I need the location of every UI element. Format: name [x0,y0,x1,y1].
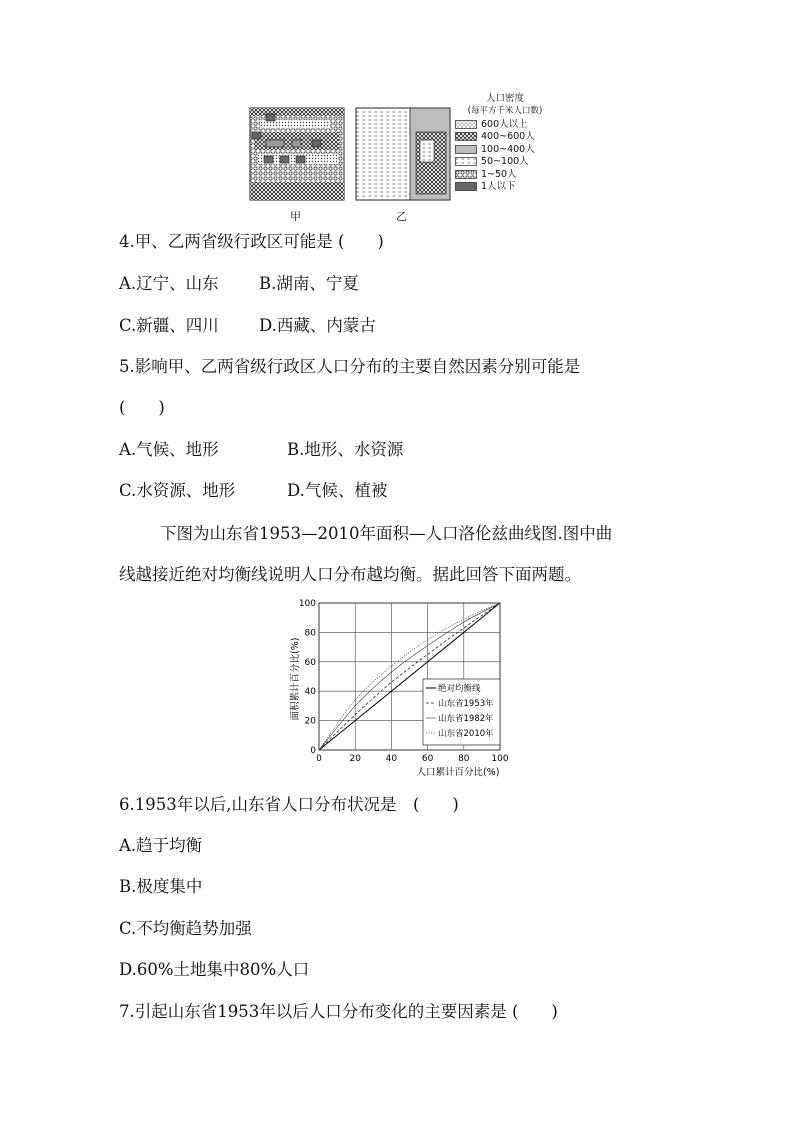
question-4: 4.甲、乙两省级行政区可能是 ( ) [119,232,384,251]
q5-option-c[interactable]: C.水资源、地形 [119,481,236,500]
legend-label-2: 山东省1982年 [438,714,494,724]
y-tick-label: 20 [304,716,316,727]
x-tick-label: 100 [491,754,509,764]
q5-option-d[interactable]: D.气候、植被 [287,481,388,500]
q4-option-b[interactable]: B.湖南、宁夏 [259,274,359,293]
question-4-options-row1 [119,273,359,295]
legend-swatch-gray [455,145,477,154]
legend-item-600-plus: 600人以上 [455,118,555,131]
x-tick-label: 40 [385,754,398,764]
legend-item-400-600: 400~600人 [455,131,555,144]
population-density-figure [248,106,453,206]
q6-option-d[interactable]: D.60%土地集中80%人口 [119,960,310,979]
x-tick-label: 80 [458,754,470,764]
x-axis-label: 人口累计百分比(%) [416,767,500,778]
question-5: 5.影响甲、乙两省级行政区人口分布的主要自然因素分别可能是 [119,357,581,376]
intro-line-1: 下图为山东省1953—2010年面积—人口洛伦兹曲线图.图中曲 [160,524,613,543]
q5-option-b[interactable]: B.地形、水资源 [287,440,404,459]
legend-swatch-circles [455,170,477,179]
question-7: 7.引起山东省1953年以后人口分布变化的主要因素是 ( ) [119,1002,558,1021]
q6-option-b[interactable]: B.极度集中 [119,877,203,896]
map-yi-label: 乙 [396,210,407,223]
legend-item-50-100: 50~100人 [455,156,555,169]
question-5-paren: ( ) [119,398,165,417]
legend-item-100-400: 100~400人 [455,143,555,156]
density-legend [455,92,555,193]
x-tick-label: 0 [316,754,322,764]
map-jia [250,108,344,200]
q4-option-c[interactable]: C.新疆、四川 [119,316,219,335]
legend-swatch-dots [455,120,477,129]
x-tick-label: 60 [421,754,434,764]
legend-item-1-50: 1~50人 [455,168,555,181]
intro-line-2: 线越接近绝对均衡线说明人口分布越均衡。据此回答下面两题。 [119,565,581,584]
question-5-options-row2 [119,480,387,502]
lorenz-curve-chart [286,597,516,782]
q6-option-a[interactable]: A.趋于均衡 [119,836,203,855]
y-tick-label: 40 [304,687,316,698]
legend-swatch-crosshatch [455,132,477,141]
legend-swatch-dark [455,182,477,191]
q6-option-c[interactable]: C.不均衡趋势加强 [119,919,252,938]
q4-option-d[interactable]: D.西藏、内蒙古 [259,316,376,335]
question-6: 6.1953年以后,山东省人口分布状况是 ( ) [119,795,459,814]
y-tick-label: 80 [304,628,316,639]
legend-subtitle: (每平方千米人口数) [467,106,543,116]
legend-title: 人口密度 [485,93,524,104]
y-tick-label: 0 [310,746,316,756]
legend-swatch-dashes [455,157,477,166]
q4-option-a[interactable]: A.辽宁、山东 [119,274,219,293]
y-axis-label: 面积累计百分比(%) [290,637,301,721]
q5-option-a[interactable]: A.气候、地形 [119,440,219,459]
y-tick-label: 60 [304,657,316,668]
legend-item-below-1: 1人以下 [455,181,555,194]
map-yi [356,108,450,200]
legend-label-0: 绝对均衡线 [438,684,481,694]
legend-label-3: 山东省2010年 [438,729,494,739]
x-tick-label: 20 [349,754,361,764]
legend-label-1: 山东省1953年 [438,699,494,709]
y-tick-label: 100 [298,599,316,609]
question-5-options-row1 [119,439,403,461]
chart-legend [423,679,500,745]
question-4-options-row2 [119,315,376,337]
map-jia-label: 甲 [290,210,301,223]
